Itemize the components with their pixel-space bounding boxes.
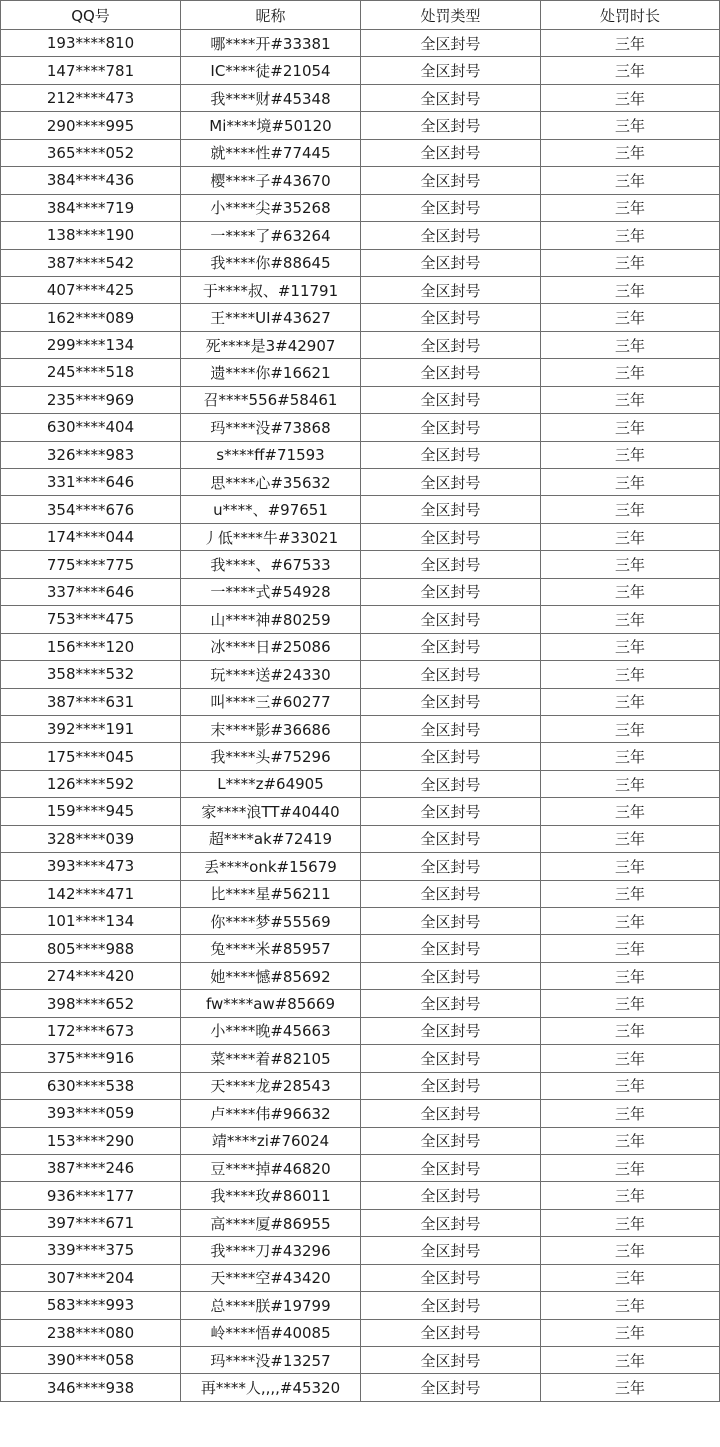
qq-number-cell: 384****719	[1, 194, 181, 221]
table-row	[1, 661, 720, 688]
penalty-duration-cell: 三年	[541, 880, 720, 907]
header-penalty-type: 处罚类型	[361, 1, 541, 30]
qq-number-cell: 299****134	[1, 331, 181, 358]
table-row	[1, 331, 720, 358]
table-row	[1, 84, 720, 111]
penalty-type-cell: 全区封号	[361, 1154, 541, 1181]
penalty-duration-cell: 三年	[541, 1237, 720, 1264]
penalty-duration-cell: 三年	[541, 139, 720, 166]
penalty-type-cell: 全区封号	[361, 112, 541, 139]
penalty-duration-cell: 三年	[541, 661, 720, 688]
table-row	[1, 1154, 720, 1181]
table-row	[1, 990, 720, 1017]
nickname-cell: IC****徒#21054	[181, 57, 361, 84]
nickname-cell: 我****财#45348	[181, 84, 361, 111]
nickname-cell: u****、#97651	[181, 496, 361, 523]
qq-number-cell: 193****810	[1, 30, 181, 57]
penalty-type-cell: 全区封号	[361, 1182, 541, 1209]
table-row	[1, 578, 720, 605]
nickname-cell: 卢****伟#96632	[181, 1100, 361, 1127]
qq-number-cell: 326****983	[1, 441, 181, 468]
penalty-duration-cell: 三年	[541, 743, 720, 770]
penalty-duration-cell: 三年	[541, 1182, 720, 1209]
nickname-cell: 小****晚#45663	[181, 1017, 361, 1044]
penalty-type-cell: 全区封号	[361, 880, 541, 907]
nickname-cell: 我****你#88645	[181, 249, 361, 276]
nickname-cell: 比****星#56211	[181, 880, 361, 907]
nickname-cell: 菜****着#82105	[181, 1045, 361, 1072]
nickname-cell: 你****梦#55569	[181, 908, 361, 935]
qq-number-cell: 390****058	[1, 1347, 181, 1374]
penalty-type-cell: 全区封号	[361, 551, 541, 578]
nickname-cell: L****z#64905	[181, 770, 361, 797]
penalty-duration-cell: 三年	[541, 84, 720, 111]
penalty-type-cell: 全区封号	[361, 770, 541, 797]
nickname-cell: 丿低****牛#33021	[181, 523, 361, 550]
nickname-cell: 天****龙#28543	[181, 1072, 361, 1099]
penalty-duration-cell: 三年	[541, 441, 720, 468]
nickname-cell: s****ff#71593	[181, 441, 361, 468]
qq-number-cell: 307****204	[1, 1264, 181, 1291]
qq-number-cell: 384****436	[1, 167, 181, 194]
table-row	[1, 441, 720, 468]
penalty-duration-cell: 三年	[541, 1264, 720, 1291]
penalty-duration-cell: 三年	[541, 469, 720, 496]
penalty-type-cell: 全区封号	[361, 743, 541, 770]
nickname-cell: 小****尖#35268	[181, 194, 361, 221]
qq-number-cell: 126****592	[1, 770, 181, 797]
table-row	[1, 1072, 720, 1099]
nickname-cell: 家****浪TT#40440	[181, 798, 361, 825]
table-row	[1, 1045, 720, 1072]
nickname-cell: 哪****开#33381	[181, 30, 361, 57]
penalty-type-cell: 全区封号	[361, 990, 541, 1017]
penalty-type-cell: 全区封号	[361, 30, 541, 57]
table-row	[1, 908, 720, 935]
table-row	[1, 57, 720, 84]
table-row	[1, 523, 720, 550]
qq-number-cell: 393****473	[1, 853, 181, 880]
penalty-duration-cell: 三年	[541, 1100, 720, 1127]
penalty-type-cell: 全区封号	[361, 1374, 541, 1401]
qq-number-cell: 175****045	[1, 743, 181, 770]
penalty-duration-cell: 三年	[541, 853, 720, 880]
nickname-cell: 超****ak#72419	[181, 825, 361, 852]
table-row	[1, 222, 720, 249]
nickname-cell: fw****aw#85669	[181, 990, 361, 1017]
table-row	[1, 469, 720, 496]
nickname-cell: 豆****掉#46820	[181, 1154, 361, 1181]
penalty-type-cell: 全区封号	[361, 167, 541, 194]
table-row	[1, 935, 720, 962]
penalty-type-cell: 全区封号	[361, 469, 541, 496]
nickname-cell: 一****式#54928	[181, 578, 361, 605]
penalty-type-cell: 全区封号	[361, 633, 541, 660]
penalty-type-cell: 全区封号	[361, 1264, 541, 1291]
header-qq-number: QQ号	[1, 1, 181, 30]
nickname-cell: 冰****日#25086	[181, 633, 361, 660]
qq-number-cell: 172****673	[1, 1017, 181, 1044]
penalty-type-cell: 全区封号	[361, 962, 541, 989]
nickname-cell: 高****厦#86955	[181, 1209, 361, 1236]
penalty-duration-cell: 三年	[541, 825, 720, 852]
penalty-duration-cell: 三年	[541, 414, 720, 441]
qq-number-cell: 101****134	[1, 908, 181, 935]
table-row	[1, 853, 720, 880]
penalty-type-cell: 全区封号	[361, 57, 541, 84]
penalty-duration-cell: 三年	[541, 606, 720, 633]
penalty-duration-cell: 三年	[541, 1072, 720, 1099]
nickname-cell: 于****叔、#11791	[181, 276, 361, 303]
nickname-cell: 丢****onk#15679	[181, 853, 361, 880]
qq-number-cell: 375****916	[1, 1045, 181, 1072]
qq-number-cell: 153****290	[1, 1127, 181, 1154]
qq-number-cell: 290****995	[1, 112, 181, 139]
table-row	[1, 414, 720, 441]
penalty-type-cell: 全区封号	[361, 1017, 541, 1044]
qq-number-cell: 397****671	[1, 1209, 181, 1236]
penalty-type-cell: 全区封号	[361, 331, 541, 358]
penalty-type-cell: 全区封号	[361, 661, 541, 688]
nickname-cell: 召****556#58461	[181, 386, 361, 413]
penalty-type-cell: 全区封号	[361, 715, 541, 742]
penalty-duration-cell: 三年	[541, 194, 720, 221]
penalty-type-cell: 全区封号	[361, 1127, 541, 1154]
penalty-type-cell: 全区封号	[361, 1100, 541, 1127]
penalty-duration-cell: 三年	[541, 1374, 720, 1401]
nickname-cell: 再****人,,,,#45320	[181, 1374, 361, 1401]
penalty-duration-cell: 三年	[541, 386, 720, 413]
penalty-duration-cell: 三年	[541, 908, 720, 935]
penalty-duration-cell: 三年	[541, 222, 720, 249]
table-row	[1, 276, 720, 303]
penalty-duration-cell: 三年	[541, 990, 720, 1017]
table-row	[1, 688, 720, 715]
penalty-type-cell: 全区封号	[361, 578, 541, 605]
qq-number-cell: 147****781	[1, 57, 181, 84]
nickname-cell: 我****玫#86011	[181, 1182, 361, 1209]
qq-number-cell: 630****538	[1, 1072, 181, 1099]
qq-number-cell: 936****177	[1, 1182, 181, 1209]
penalty-type-cell: 全区封号	[361, 1292, 541, 1319]
table-row	[1, 1182, 720, 1209]
qq-number-cell: 156****120	[1, 633, 181, 660]
table-row	[1, 139, 720, 166]
nickname-cell: 我****、#67533	[181, 551, 361, 578]
qq-number-cell: 393****059	[1, 1100, 181, 1127]
penalty-duration-cell: 三年	[541, 798, 720, 825]
penalty-type-cell: 全区封号	[361, 1319, 541, 1346]
qq-number-cell: 142****471	[1, 880, 181, 907]
penalty-type-cell: 全区封号	[361, 249, 541, 276]
penalty-type-cell: 全区封号	[361, 606, 541, 633]
table-row	[1, 30, 720, 57]
qq-number-cell: 365****052	[1, 139, 181, 166]
nickname-cell: 遗****你#16621	[181, 359, 361, 386]
penalty-duration-cell: 三年	[541, 1127, 720, 1154]
penalty-type-cell: 全区封号	[361, 496, 541, 523]
header-nickname: 昵称	[181, 1, 361, 30]
penalty-duration-cell: 三年	[541, 523, 720, 550]
table-row	[1, 1017, 720, 1044]
qq-number-cell: 245****518	[1, 359, 181, 386]
table-row	[1, 1347, 720, 1374]
table-row	[1, 1374, 720, 1401]
penalty-type-cell: 全区封号	[361, 825, 541, 852]
penalty-type-cell: 全区封号	[361, 1237, 541, 1264]
table-row	[1, 606, 720, 633]
qq-number-cell: 162****089	[1, 304, 181, 331]
nickname-cell: 死****是3#42907	[181, 331, 361, 358]
nickname-cell: 王****UI#43627	[181, 304, 361, 331]
table-row	[1, 167, 720, 194]
qq-number-cell: 337****646	[1, 578, 181, 605]
nickname-cell: 樱****子#43670	[181, 167, 361, 194]
nickname-cell: 岭****悟#40085	[181, 1319, 361, 1346]
table-row	[1, 386, 720, 413]
penalty-duration-cell: 三年	[541, 770, 720, 797]
penalty-type-cell: 全区封号	[361, 414, 541, 441]
penalty-duration-cell: 三年	[541, 167, 720, 194]
qq-number-cell: 235****969	[1, 386, 181, 413]
qq-number-cell: 159****945	[1, 798, 181, 825]
nickname-cell: 我****头#75296	[181, 743, 361, 770]
penalty-duration-cell: 三年	[541, 688, 720, 715]
qq-number-cell: 331****646	[1, 469, 181, 496]
penalty-duration-cell: 三年	[541, 551, 720, 578]
qq-number-cell: 630****404	[1, 414, 181, 441]
table-row	[1, 194, 720, 221]
header-penalty-duration: 处罚时长	[541, 1, 720, 30]
qq-number-cell: 583****993	[1, 1292, 181, 1319]
penalty-type-cell: 全区封号	[361, 908, 541, 935]
nickname-cell: 天****空#43420	[181, 1264, 361, 1291]
qq-number-cell: 212****473	[1, 84, 181, 111]
table-row	[1, 798, 720, 825]
table-row	[1, 715, 720, 742]
penalty-duration-cell: 三年	[541, 359, 720, 386]
qq-number-cell: 354****676	[1, 496, 181, 523]
table-row	[1, 825, 720, 852]
penalty-type-cell: 全区封号	[361, 359, 541, 386]
table-row	[1, 1209, 720, 1236]
qq-number-cell: 387****246	[1, 1154, 181, 1181]
nickname-cell: 玩****送#24330	[181, 661, 361, 688]
penalty-duration-cell: 三年	[541, 1017, 720, 1044]
penalty-type-cell: 全区封号	[361, 194, 541, 221]
penalty-type-cell: 全区封号	[361, 688, 541, 715]
table-row	[1, 743, 720, 770]
penalty-type-cell: 全区封号	[361, 798, 541, 825]
penalty-duration-cell: 三年	[541, 633, 720, 660]
penalty-duration-cell: 三年	[541, 304, 720, 331]
table-row	[1, 770, 720, 797]
penalty-type-cell: 全区封号	[361, 935, 541, 962]
nickname-cell: 末****影#36686	[181, 715, 361, 742]
nickname-cell: 思****心#35632	[181, 469, 361, 496]
nickname-cell: 她****憾#85692	[181, 962, 361, 989]
nickname-cell: 就****性#77445	[181, 139, 361, 166]
qq-number-cell: 398****652	[1, 990, 181, 1017]
penalty-type-cell: 全区封号	[361, 523, 541, 550]
penalty-duration-cell: 三年	[541, 112, 720, 139]
table-row	[1, 1237, 720, 1264]
penalty-duration-cell: 三年	[541, 1209, 720, 1236]
qq-number-cell: 174****044	[1, 523, 181, 550]
qq-number-cell: 328****039	[1, 825, 181, 852]
qq-number-cell: 138****190	[1, 222, 181, 249]
qq-number-cell: 805****988	[1, 935, 181, 962]
penalty-duration-cell: 三年	[541, 1292, 720, 1319]
nickname-cell: 我****刀#43296	[181, 1237, 361, 1264]
penalty-type-cell: 全区封号	[361, 276, 541, 303]
nickname-cell: 一****了#63264	[181, 222, 361, 249]
table-row	[1, 249, 720, 276]
qq-number-cell: 775****775	[1, 551, 181, 578]
nickname-cell: 靖****zi#76024	[181, 1127, 361, 1154]
penalty-type-cell: 全区封号	[361, 1347, 541, 1374]
table-row	[1, 304, 720, 331]
penalty-duration-cell: 三年	[541, 496, 720, 523]
penalty-duration-cell: 三年	[541, 1347, 720, 1374]
penalty-duration-cell: 三年	[541, 578, 720, 605]
penalty-type-cell: 全区封号	[361, 853, 541, 880]
qq-number-cell: 238****080	[1, 1319, 181, 1346]
qq-number-cell: 387****631	[1, 688, 181, 715]
penalty-duration-cell: 三年	[541, 57, 720, 84]
penalty-duration-cell: 三年	[541, 30, 720, 57]
qq-number-cell: 339****375	[1, 1237, 181, 1264]
penalty-type-cell: 全区封号	[361, 222, 541, 249]
table-row	[1, 962, 720, 989]
nickname-cell: Mi****境#50120	[181, 112, 361, 139]
nickname-cell: 总****朕#19799	[181, 1292, 361, 1319]
qq-number-cell: 358****532	[1, 661, 181, 688]
penalty-duration-cell: 三年	[541, 1045, 720, 1072]
table-row	[1, 1100, 720, 1127]
table-row	[1, 551, 720, 578]
table-row	[1, 112, 720, 139]
nickname-cell: 兔****米#85957	[181, 935, 361, 962]
penalty-duration-cell: 三年	[541, 249, 720, 276]
penalty-type-cell: 全区封号	[361, 1045, 541, 1072]
table-row	[1, 359, 720, 386]
penalty-type-cell: 全区封号	[361, 84, 541, 111]
table-row	[1, 496, 720, 523]
nickname-cell: 玛****没#73868	[181, 414, 361, 441]
qq-number-cell: 346****938	[1, 1374, 181, 1401]
table-row	[1, 1264, 720, 1291]
penalty-duration-cell: 三年	[541, 962, 720, 989]
penalty-type-cell: 全区封号	[361, 304, 541, 331]
penalty-duration-cell: 三年	[541, 715, 720, 742]
penalty-type-cell: 全区封号	[361, 139, 541, 166]
penalty-type-cell: 全区封号	[361, 441, 541, 468]
table-header-row	[1, 1, 720, 30]
penalty-duration-cell: 三年	[541, 1154, 720, 1181]
penalty-duration-cell: 三年	[541, 331, 720, 358]
penalty-type-cell: 全区封号	[361, 1209, 541, 1236]
table-body	[1, 30, 720, 1402]
penalty-type-cell: 全区封号	[361, 1072, 541, 1099]
table-row	[1, 1127, 720, 1154]
nickname-cell: 玛****没#13257	[181, 1347, 361, 1374]
table-row	[1, 633, 720, 660]
penalty-duration-cell: 三年	[541, 276, 720, 303]
penalty-type-cell: 全区封号	[361, 386, 541, 413]
penalty-duration-cell: 三年	[541, 1319, 720, 1346]
table-row	[1, 1319, 720, 1346]
qq-number-cell: 753****475	[1, 606, 181, 633]
qq-number-cell: 274****420	[1, 962, 181, 989]
qq-number-cell: 407****425	[1, 276, 181, 303]
table-row	[1, 1292, 720, 1319]
qq-number-cell: 387****542	[1, 249, 181, 276]
nickname-cell: 叫****三#60277	[181, 688, 361, 715]
qq-number-cell: 392****191	[1, 715, 181, 742]
penalty-duration-cell: 三年	[541, 935, 720, 962]
table-row	[1, 880, 720, 907]
nickname-cell: 山****神#80259	[181, 606, 361, 633]
